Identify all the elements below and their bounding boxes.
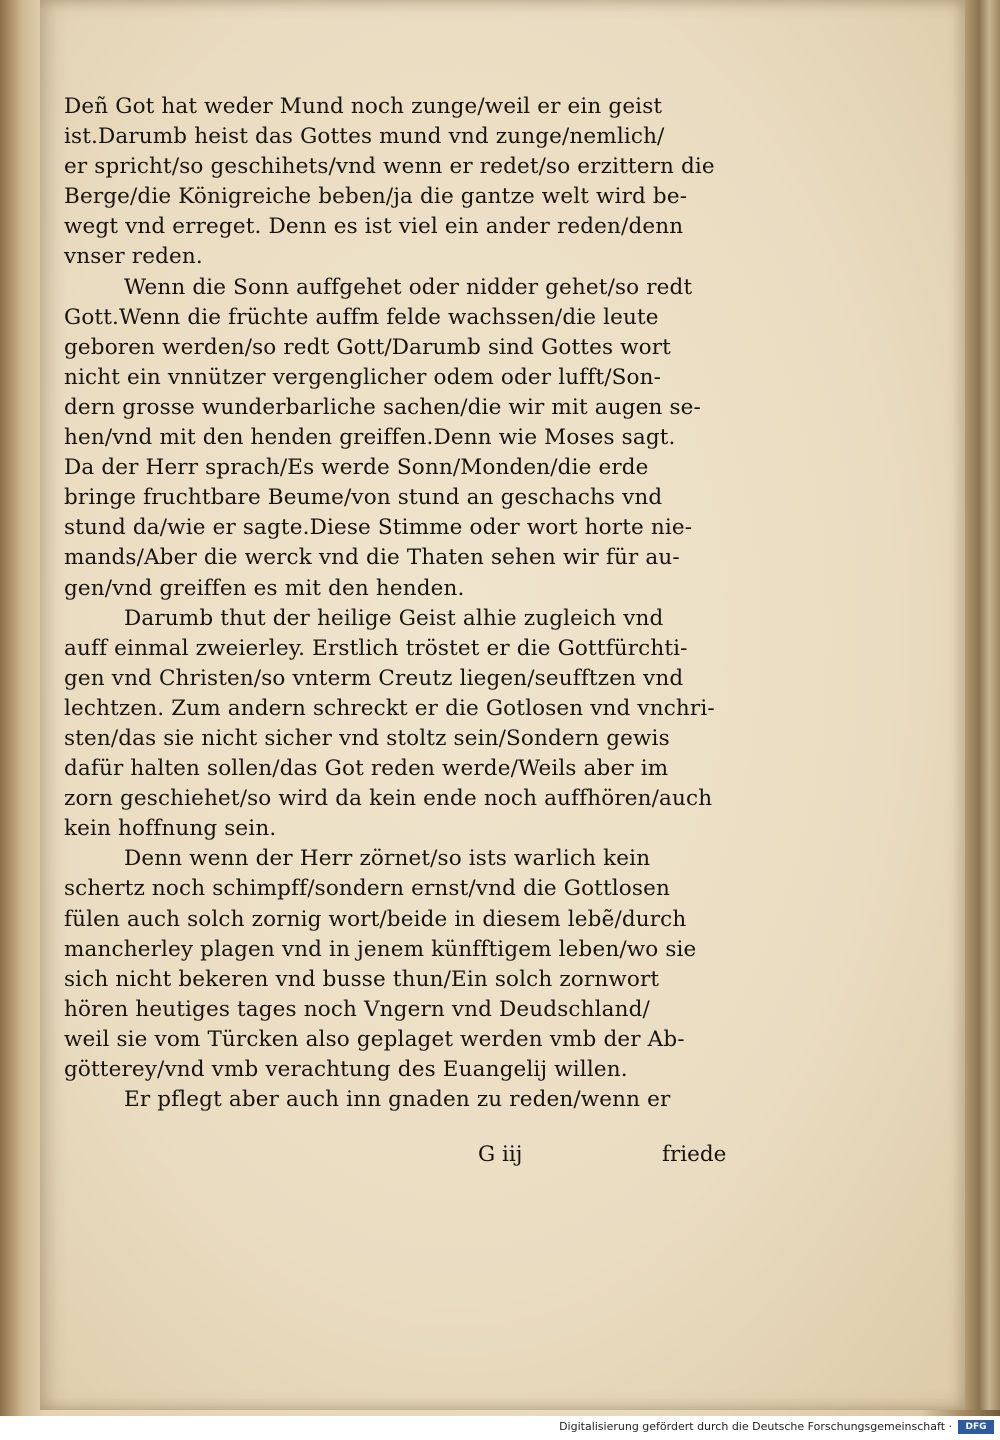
text-line: wegt vnd erreget. Denn es ist viel ein ander reden/denn [64,214,684,240]
text-line: auff einmal zweierley. Erstlich tröstet er die Gottfürchti- [64,635,688,661]
catchword: friede [662,1142,727,1167]
text-line: Denn wenn der Herr zörnet/so ists warlich kein [124,846,651,872]
text-line: er spricht/so geschihets/vnd wenn er redet/so erzittern die [64,154,715,180]
text-line: dern grosse wunderbarliche sachen/die wir mit augen se- [64,394,701,420]
text-line: nicht ein vnnützer vergenglicher odem oder lufft/Son- [64,364,662,390]
text-line: mancherley plagen vnd in jenem künfftigem leben/wo sie [64,936,697,962]
signature-mark: G iij [478,1142,523,1167]
text-line: zorn geschiehet/so wird da kein ende noch auffhören/auch [64,786,713,812]
page-text [64,92,764,1115]
footer-bar [0,1416,1000,1440]
dfg-logo: DFG [958,1420,994,1434]
text-line: lechtzen. Zum andern schreckt er die Gotlosen vnd vnchri- [64,695,715,721]
text-line: Er pflegt aber auch inn gnaden zu reden/wenn er [124,1087,671,1113]
text-line: schertz noch schimpff/sondern ernst/vnd die Gottlosen [64,876,670,902]
book-edge [965,0,1000,1410]
text-line: bringe fruchtbare Beume/von stund an geschachs vnd [64,485,663,511]
text-line: götterey/vnd vmb verachtung des Euangelij willen. [64,1057,628,1082]
text-line: weil sie vom Türcken also geplaget werden vmb der Ab- [64,1026,685,1052]
text-line: Deñ Got hat weder Mund noch zunge/weil er ein geist [64,94,663,119]
text-line: Wenn die Sonn auffgehet oder nidder gehet/so redt [124,274,693,300]
text-line: vnser reden. [64,244,203,270]
text-line: sich nicht bekeren vnd busse thun/Ein solch zornwort [64,966,660,992]
text-line: geboren werden/so redt Gott/Darumb sind Gottes wort [64,334,671,360]
text-line: mands/Aber die werck vnd die Thaten sehen wir für au- [64,545,680,571]
text-line: gen vnd Christen/so vnterm Creutz liegen/seufftzen vnd [64,665,684,691]
text-line: sten/das sie nicht sicher vnd stoltz sein/Sondern gewis [64,725,670,751]
text-line: hen/vnd mit den henden greiffen.Denn wie Moses sagt. [64,425,676,451]
text-line: gen/vnd greiffen es mit den henden. [64,575,465,601]
text-line: stund da/wie er sagte.Diese Stimme oder wort horte nie- [64,515,693,541]
text-line: Gott.Wenn die früchte auffm felde wachssen/die leute [64,304,659,330]
funding-credit: Digitalisierung gefördert durch die Deutsche Forschungsgemeinschaft · [559,1420,952,1433]
text-line: Darumb thut der heilige Geist alhie zugleich vnd [124,605,664,631]
text-line: ist.Darumb heist das Gottes mund vnd zunge/nemlich/ [64,124,665,150]
text-line: kein hoffnung sein. [64,816,277,842]
text-line: hören heutiges tages noch Vngern vnd Deudschland/ [64,996,650,1022]
text-line: dafür halten sollen/das Got reden werde/Weils aber im [64,756,669,782]
text-line: Berge/die Königreiche beben/ja die gantze welt wird be- [64,184,688,210]
text-line: fülen auch solch zornig wort/beide in diesem lebẽ/durch [64,906,687,932]
text-line: Da der Herr sprach/Es werde Sonn/Monden/die erde [64,455,649,481]
